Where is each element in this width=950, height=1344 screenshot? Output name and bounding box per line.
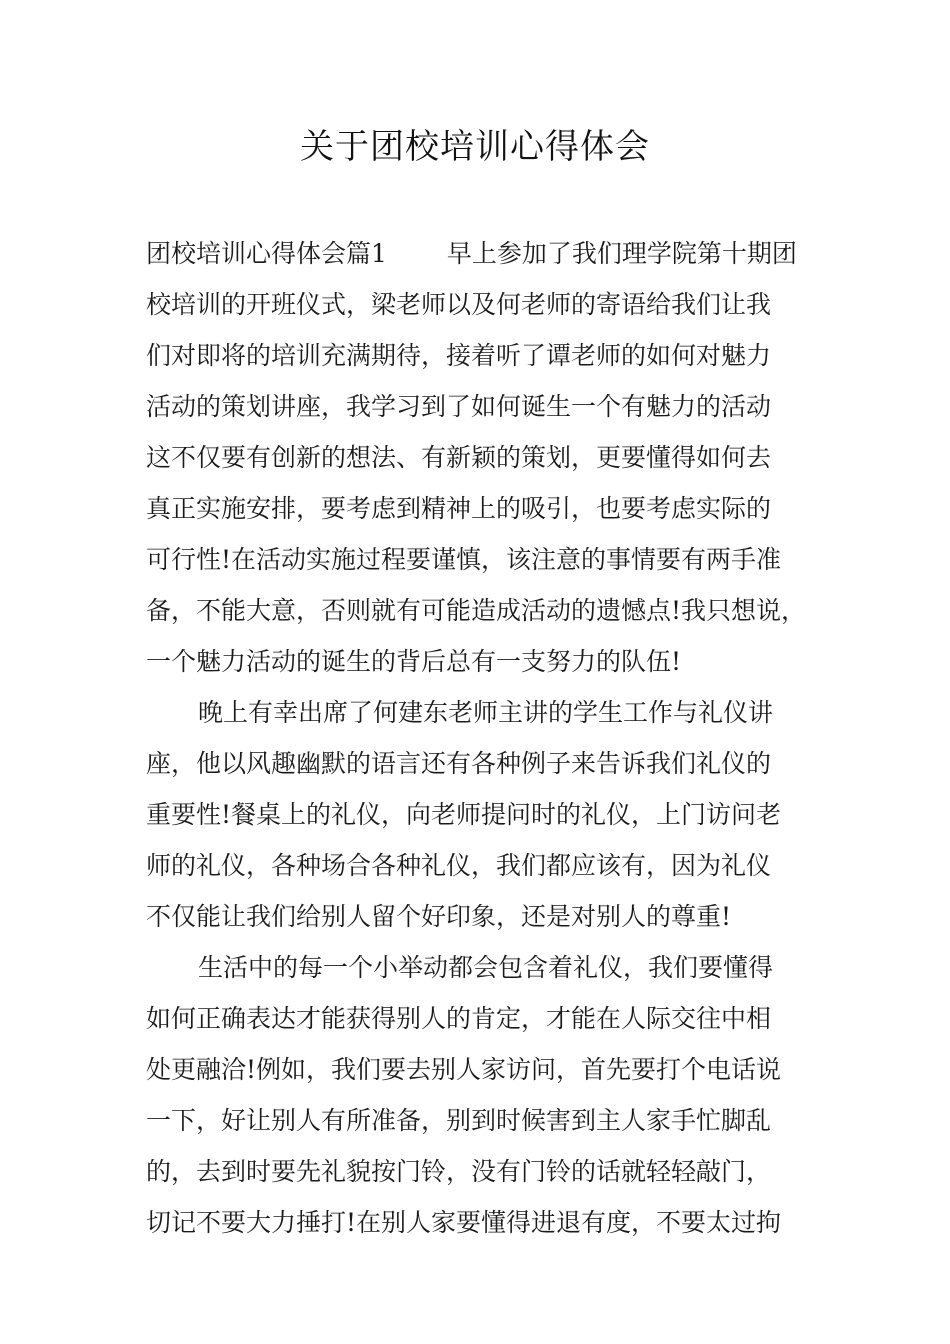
body-line: 不仅能让我们给别人留个好印象，还是对别人的尊重! <box>146 902 732 931</box>
body-line: 晚上有幸出席了何建东老师主讲的学生工作与礼仪讲 <box>198 698 774 727</box>
body-line: 备，不能大意，否则就有可能造成活动的遗憾点!我只想说， <box>146 596 807 625</box>
body-line: 师的礼仪，各种场合各种礼仪，我们都应该有，因为礼仪 <box>146 851 772 880</box>
body-line: 重要性!餐桌上的礼仪，向老师提问时的礼仪，上门访问老 <box>146 800 782 829</box>
document-body <box>146 228 826 1248</box>
paragraph-text: 早上参加了我们理学院第十期团 <box>446 239 797 268</box>
document-title: 关于团校培训心得体会 <box>300 127 650 167</box>
body-line: 处更融洽!例如，我们要去别人家访问，首先要打个电话说 <box>146 1055 782 1084</box>
body-line: 们对即将的培训充满期待，接着听了谭老师的如何对魅力 <box>146 341 772 370</box>
body-line: 一个魅力活动的诞生的背后总有一支努力的队伍! <box>146 647 682 676</box>
body-line: 座，他以风趣幽默的语言还有各种例子来告诉我们礼仪的 <box>146 749 772 778</box>
section-heading: 团校培训心得体会篇1 <box>146 239 387 268</box>
body-line: 真正实施安排，要考虑到精神上的吸引，也要考虑实际的 <box>146 494 772 523</box>
body-line: 可行性!在活动实施过程要谨慎，该注意的事情要有两手准 <box>146 545 782 574</box>
body-line: 切记不要大力捶打!在别人家要懂得进退有度，不要太过拘 <box>146 1208 782 1237</box>
body-line: 如何正确表达才能获得别人的肯定，才能在人际交往中相 <box>146 1004 772 1033</box>
body-line: 活动的策划讲座，我学习到了如何诞生一个有魅力的活动 <box>146 392 772 421</box>
body-line: 的，去到时要先礼貌按门铃，没有门铃的话就轻轻敲门， <box>146 1157 772 1186</box>
body-line: 这不仅要有创新的想法、有新颖的策划，更要懂得如何去 <box>146 443 772 472</box>
body-line: 校培训的开班仪式，梁老师以及何老师的寄语给我们让我 <box>146 290 772 319</box>
body-line <box>146 228 826 279</box>
body-line: 一下，好让别人有所准备，别到时候害到主人家手忙脚乱 <box>146 1106 772 1135</box>
body-line: 生活中的每一个小举动都会包含着礼仪，我们要懂得 <box>198 953 774 982</box>
